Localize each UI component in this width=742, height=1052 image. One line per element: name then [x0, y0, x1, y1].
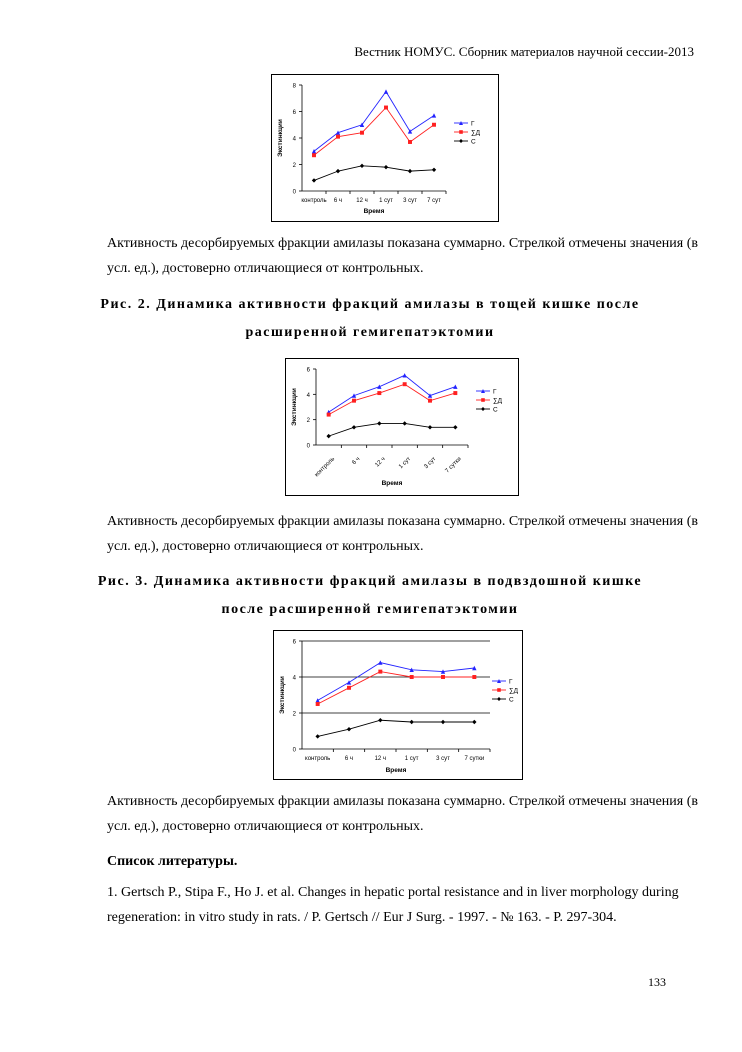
y-tick-label: 8 [292, 83, 296, 90]
legend-label: Г [509, 678, 513, 686]
data-point-square [472, 675, 476, 679]
data-point-diamond [432, 168, 436, 172]
data-point-diamond [459, 139, 463, 143]
y-tick-label: 0 [292, 747, 296, 754]
data-point-square [497, 688, 501, 692]
data-point-triangle [315, 698, 319, 702]
x-axis-label: Время [381, 480, 403, 487]
x-tick-label: 3 сут [436, 756, 450, 762]
data-point-diamond [402, 421, 406, 425]
data-point-square [384, 106, 388, 110]
data-point-square [360, 131, 364, 135]
data-point-diamond [360, 164, 364, 168]
data-point-square [377, 391, 381, 395]
data-point-triangle [352, 393, 356, 397]
legend-label: С [471, 138, 476, 146]
figure-3-caption-line1: Рис. 3. Динамика активности фракций амилазы в подвздошной кишке [97, 574, 643, 589]
series-line [314, 108, 434, 156]
data-point-diamond [497, 697, 501, 701]
x-tick-label: 3 сут [423, 456, 438, 471]
data-point-square [327, 413, 331, 417]
reference-item: 1. Gertsch P., Stipa F., Ho J. et al. Changes in hepatic portal resistance and in liver morphology during regeneration: in vitro study in rats. / P. Gertsch // Eur J Surg. - 1997. - № 163. - P. 297-304. [107, 885, 679, 925]
series-line [318, 720, 475, 736]
data-point-diamond [326, 434, 330, 438]
figure-1-svg [272, 75, 498, 221]
x-tick-label: 1 сут [398, 456, 413, 471]
x-tick-label: 7 сутки [444, 456, 463, 475]
y-tick-label: 6 [292, 639, 296, 646]
legend-label: ∑Д [509, 687, 519, 695]
data-point-triangle [453, 385, 457, 389]
data-point-diamond [347, 727, 351, 731]
x-axis-label: Время [385, 767, 407, 774]
data-point-square [408, 140, 412, 144]
x-axis-label: Время [363, 208, 385, 215]
data-point-diamond [352, 425, 356, 429]
y-tick-label: 2 [306, 418, 310, 425]
legend-label: ∑Д [493, 397, 503, 405]
data-point-triangle [402, 373, 406, 377]
references-title: Список литературы. [107, 854, 238, 869]
y-axis-label: Экстинкции [277, 119, 284, 157]
x-tick-label: 6 ч [344, 756, 354, 762]
figure-3-note: Активность десорбируемых фракции амилазы показана суммарно. Стрелкой отмечены значения (в усл. ед.), достоверно отличающиеся от контрольных. [107, 794, 698, 834]
data-point-square [336, 135, 340, 139]
data-point-square [403, 382, 407, 386]
y-tick-label: 4 [292, 675, 296, 682]
data-point-triangle [377, 385, 381, 389]
data-point-square [481, 398, 485, 402]
data-point-square [428, 399, 432, 403]
series-line [318, 672, 475, 704]
data-point-triangle [336, 131, 340, 135]
y-tick-label: 0 [292, 189, 296, 196]
data-point-diamond [312, 178, 316, 182]
series-line [314, 166, 434, 181]
data-point-triangle [432, 113, 436, 117]
series-line [329, 375, 456, 412]
data-point-square [316, 702, 320, 706]
y-tick-label: 0 [306, 443, 310, 450]
data-point-square [459, 130, 463, 134]
data-point-diamond [409, 720, 413, 724]
x-tick-label: 6 ч [333, 198, 343, 204]
series-line [329, 423, 456, 436]
data-point-square [432, 123, 436, 127]
data-point-square [312, 153, 316, 157]
data-point-diamond [453, 425, 457, 429]
figure-2-caption-line1: Рис. 2. Динамика активности фракций амилазы в тощей кишке после [100, 297, 640, 312]
y-tick-label: 4 [306, 392, 310, 399]
x-tick-label: 12 ч [374, 456, 387, 469]
figure-3-caption [40, 568, 700, 624]
x-tick-label: 12 ч [374, 756, 387, 762]
x-tick-label: контроль [305, 756, 331, 762]
x-tick-label: контроль [313, 456, 337, 479]
data-point-diamond [481, 407, 485, 411]
x-tick-label: 6 ч [351, 456, 362, 467]
y-tick-label: 6 [306, 367, 310, 374]
data-point-square [352, 399, 356, 403]
x-tick-label: 7 сутки [464, 756, 485, 762]
data-point-square [441, 675, 445, 679]
data-point-square [453, 391, 457, 395]
x-tick-label: 7 сут [427, 198, 441, 204]
data-point-diamond [441, 720, 445, 724]
x-tick-label: 1 сут [379, 198, 393, 204]
figure-3-chart [273, 630, 523, 780]
data-point-square [410, 675, 414, 679]
x-tick-label: 1 сут [404, 756, 419, 762]
y-tick-label: 2 [292, 163, 296, 169]
figure-3-caption-line2: после расширенной гемигепатэктомии [221, 602, 519, 617]
data-point-diamond [408, 169, 412, 173]
figure-3-svg [274, 631, 522, 779]
page-number: 133 [648, 975, 666, 989]
x-tick-label: 3 сут [403, 198, 417, 204]
data-point-diamond [336, 169, 340, 173]
x-tick-label: 12 ч [356, 198, 368, 204]
data-point-square [378, 670, 382, 674]
series-line [318, 663, 475, 701]
data-point-square [347, 686, 351, 690]
data-point-triangle [384, 89, 388, 93]
data-point-diamond [384, 165, 388, 169]
y-axis-label: Экстинкции [291, 388, 298, 426]
legend-label: С [493, 406, 498, 414]
figure-2-chart [285, 358, 519, 496]
data-point-diamond [315, 734, 319, 738]
y-tick-label: 2 [292, 711, 296, 718]
legend-label: С [509, 696, 514, 704]
y-tick-label: 4 [292, 136, 296, 143]
x-tick-label: контроль [301, 198, 327, 204]
running-header: Вестник НОМУС. Сборник материалов научной сессии-2013 [354, 44, 694, 59]
figure-1-note: Активность десорбируемых фракции амилазы показана суммарно. Стрелкой отмечены значения (в усл. ед.), достоверно отличающиеся от контрольных. [107, 236, 698, 276]
figure-2-note: Активность десорбируемых фракции амилазы показана суммарно. Стрелкой отмечены значения (в усл. ед.), достоверно отличающиеся от контрольных. [107, 514, 698, 554]
legend-label: Г [493, 388, 497, 396]
data-point-diamond [377, 421, 381, 425]
data-point-diamond [472, 720, 476, 724]
figure-2-caption-line2: расширенной гемигепатэктомии [245, 325, 495, 340]
legend-label: ∑Д [471, 129, 481, 137]
data-point-diamond [428, 425, 432, 429]
y-tick-label: 6 [292, 110, 296, 116]
legend-label: Г [471, 120, 475, 128]
figure-2-svg [286, 359, 518, 495]
series-line [314, 92, 434, 152]
data-point-diamond [378, 718, 382, 722]
data-point-triangle [347, 680, 351, 684]
y-axis-label: Экстинкции [279, 676, 286, 714]
figure-1-chart [271, 74, 499, 222]
figure-2-caption [40, 291, 700, 347]
